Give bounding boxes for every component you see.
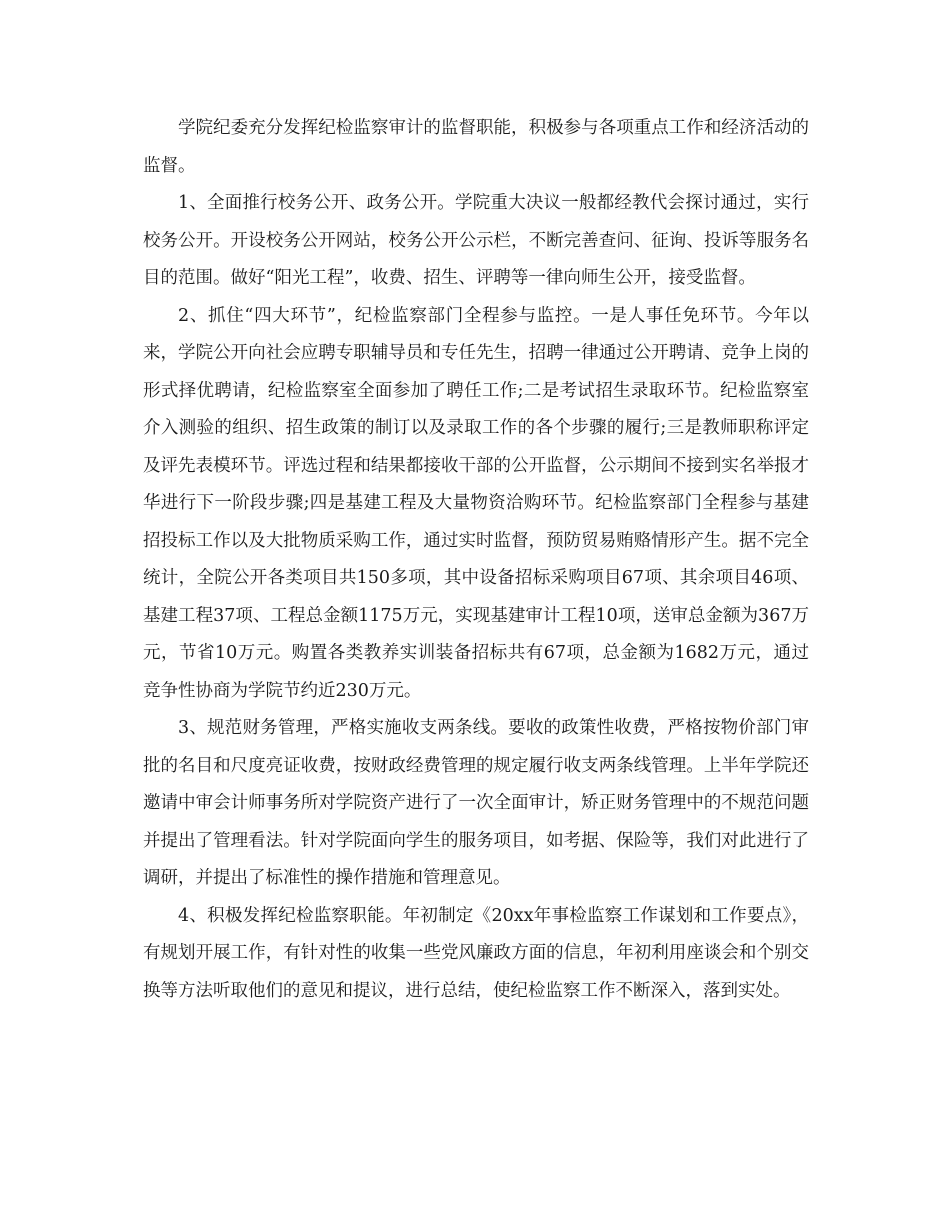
document-body [143, 110, 809, 1010]
paragraph-item-4: 4、积极发挥纪检监察职能。年初制定《20xx年事检监察工作谋划和工作要点》，有规划开展工作，有针对性的收集一些党风廉政方面的信息，年初利用座谈会和个别交换等方法听取他们的意见和提议，进行总结，使纪检监察工作不断深入，落到实处。 [143, 905, 809, 1001]
paragraph-item-2: 2、抓住“四大环节”，纪检监察部门全程参与监控。一是人事任免环节。今年以来，学院公开向社会应聘专职辅导员和专任先生，招聘一律通过公开聘请、竞争上岗的形式择优聘请，纪检监察室全面参加了聘任工作;二是考试招生录取环节。纪检监察室介入测验的组织、招生政策的制订以及录取工作的各个步骤的履行;三是教师职称评定及评先表模环节。评选过程和结果都接收干部的公开监督，公示期间不接到实名举报才华进行下一阶段步骤;四是基建工程及大量物资洽购环节。纪检监察部门全程参与基建招投标工作以及大批物质采购工作，通过实时监督，预防贸易贿赂情形产生。据不完全统计，全院公开各类项目共150多项，其中设备招标采购项目67项、其余项目46项、基建工程37项、工程总金额1175万元，实现基建审计工程10项，送审总金额为367万元，节省10万元。购置各类教养实训装备招标共有67项，总金额为1682万元，通过竞争性协商为学院节约近230万元。 [143, 305, 809, 701]
paragraph-item-1: 1、全面推行校务公开、政务公开。学院重大决议一般都经教代会探讨通过，实行校务公开。开设校务公开网站，校务公开公示栏，不断完善查问、征询、投诉等服务名目的范围。做好“阳光工程”，收费、招生、评聘等一律向师生公开，接受监督。 [143, 193, 809, 288]
paragraph-item-3: 3、规范财务管理，严格实施收支两条线。要收的政策性收费，严格按物价部门审批的名目和尺度亮证收费，按财政经费管理的规定履行收支两条线管理。上半年学院还邀请中审会计师事务所对学院资产进行了一次全面审计，矫正财务管理中的不规范问题并提出了管理看法。针对学院面向学生的服务项目，如考据、保险等，我们对此进行了调研，并提出了标准性的操作措施和管理意见。 [143, 718, 809, 888]
paragraph-intro: 学院纪委充分发挥纪检监察审计的监督职能，积极参与各项重点工作和经济活动的监督。 [143, 118, 809, 176]
